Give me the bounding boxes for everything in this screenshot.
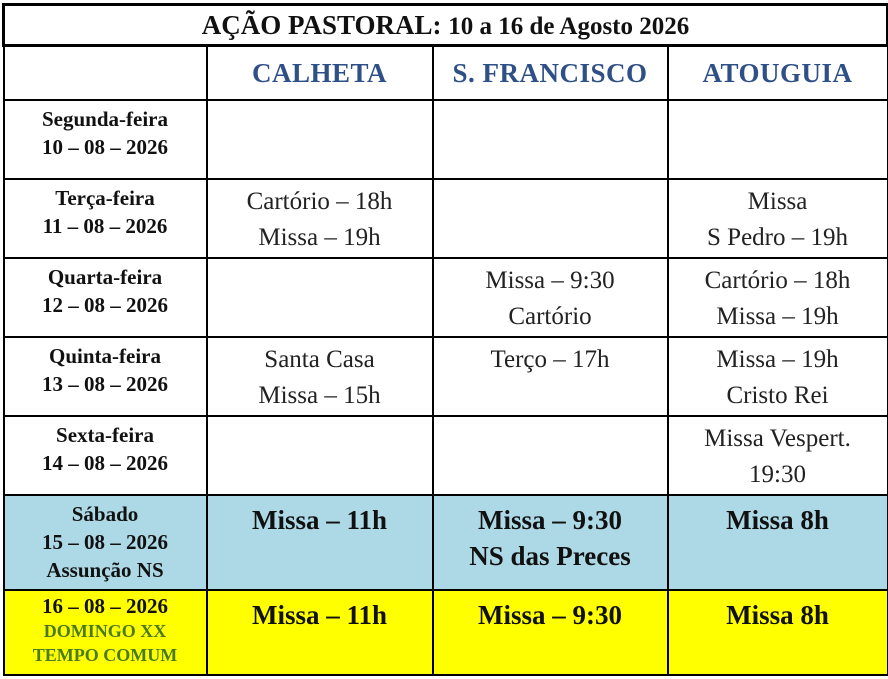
header-sfrancisco: S. FRANCISCO: [433, 46, 668, 100]
cell-line: Missa Vespert.: [704, 424, 851, 452]
cell-line: Missa – 11h: [251, 504, 388, 535]
cell-sfrancisco: [433, 100, 668, 179]
day-cell: [4, 179, 207, 258]
cell-line: Missa 8h: [726, 599, 829, 630]
day-cell: [4, 100, 207, 179]
day-cell: [4, 337, 207, 416]
day-date: 12 – 08 – 2026: [42, 293, 168, 317]
cell-line: Missa – 11h: [251, 599, 388, 630]
cell-atouguia: [668, 495, 888, 590]
cell-sfrancisco: [433, 416, 668, 495]
day-name: Sábado: [71, 501, 139, 526]
cell-line: Missa – 9:30: [485, 267, 615, 294]
cell-sfrancisco: [433, 495, 668, 590]
day-name: Segunda-feira: [42, 107, 168, 132]
cell-sfrancisco: [433, 258, 668, 337]
row-terca: [4, 179, 888, 258]
row-segunda: [4, 100, 888, 179]
cell-atouguia: [668, 258, 888, 337]
header-atouguia: ATOUGUIA: [668, 46, 888, 100]
day-date: 14 – 08 – 2026: [42, 450, 168, 475]
cell-line: NS das Preces: [469, 540, 631, 571]
cell-line: Missa 8h: [726, 504, 829, 535]
row-sexta: [4, 416, 888, 495]
cell-calheta: [207, 258, 433, 337]
cell-calheta: [207, 416, 433, 495]
day-date: 13 – 08 – 2026: [42, 371, 168, 396]
day-date: 16 – 08 – 2026: [42, 593, 168, 618]
day-cell: [4, 258, 207, 337]
cell-atouguia: [668, 337, 888, 416]
title-prefix: AÇÃO PASTORAL:: [201, 9, 442, 40]
cell-sfrancisco: [433, 337, 668, 416]
header-row: [4, 46, 888, 100]
cell-line: Terço – 17h: [490, 345, 610, 373]
day-date: 11 – 08 – 2026: [42, 214, 168, 239]
cell-atouguia: [668, 179, 888, 258]
cell-calheta: [207, 495, 433, 590]
cell-calheta: [207, 590, 433, 675]
cell-atouguia: [668, 590, 888, 675]
cell-line: Missa – 15h: [258, 381, 381, 409]
cell-calheta: [207, 179, 433, 258]
cell-line: Missa – 19h: [716, 303, 839, 330]
cell-line: Missa – 9:30: [478, 599, 622, 630]
header-empty: [4, 46, 207, 100]
cell-line: Missa – 9:30: [478, 504, 622, 535]
schedule-table: [2, 3, 888, 676]
cell-line: Santa Casa: [264, 345, 375, 373]
title-row: [4, 5, 888, 46]
page-title: [4, 5, 888, 46]
row-quarta: [4, 258, 888, 337]
cell-sfrancisco: [433, 179, 668, 258]
cell-line: S Pedro – 19h: [707, 224, 848, 252]
liturgical-week: DOMINGO XX: [43, 620, 167, 641]
cell-line: Cartório – 18h: [704, 267, 851, 294]
day-name: Quarta-feira: [47, 265, 163, 289]
cell-line: Missa – 19h: [258, 224, 381, 252]
cell-line: Missa – 19h: [716, 345, 839, 373]
day-cell: [4, 590, 207, 675]
cell-line: Missa: [747, 188, 808, 216]
day-date: 10 – 08 – 2026: [42, 135, 168, 160]
header-calheta: CALHETA: [207, 46, 433, 100]
row-domingo: [4, 590, 888, 675]
cell-atouguia: [668, 416, 888, 495]
day-name: Quinta-feira: [49, 343, 161, 368]
cell-calheta: [207, 337, 433, 416]
day-cell: [4, 416, 207, 495]
day-date: 15 – 08 – 2026: [42, 529, 168, 554]
day-note: Assunção NS: [46, 557, 164, 582]
title-dates: 10 a 16 de Agosto 2026: [448, 12, 690, 40]
day-cell: [4, 495, 207, 590]
cell-sfrancisco: [433, 590, 668, 675]
row-quinta: [4, 337, 888, 416]
day-name: Terça-feira: [55, 186, 155, 211]
cell-atouguia: [668, 100, 888, 179]
day-name: Sexta-feira: [56, 422, 154, 447]
row-sabado: [4, 495, 888, 590]
liturgical-season: TEMPO COMUM: [32, 644, 178, 665]
cell-line: Cartório: [508, 303, 592, 330]
cell-line: Cartório – 18h: [246, 188, 393, 216]
cell-line: Cristo Rei: [726, 381, 829, 409]
cell-line: 19:30: [749, 460, 806, 488]
cell-calheta: [207, 100, 433, 179]
